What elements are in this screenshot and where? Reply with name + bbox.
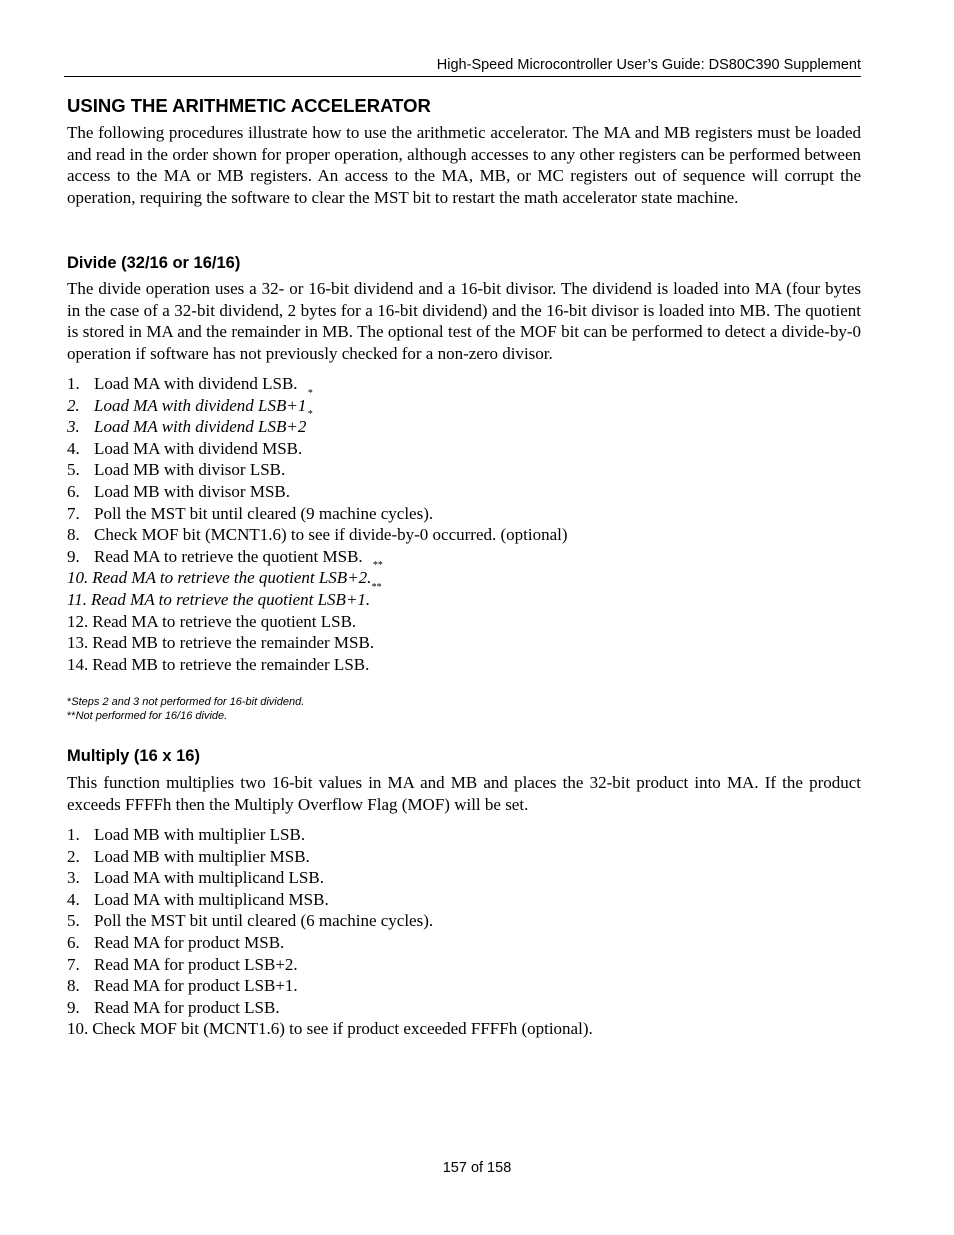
list-item xyxy=(67,889,861,911)
step-text: Load MA with dividend LSB+1 xyxy=(94,395,307,415)
step-number: 11. xyxy=(67,589,87,609)
list-item xyxy=(67,581,861,611)
list-item xyxy=(67,975,861,997)
step-number: 12. xyxy=(67,611,89,631)
step-text: Read MA for product MSB. xyxy=(94,932,285,952)
step-number: 3. xyxy=(67,417,80,437)
step-text: Load MB with divisor MSB. xyxy=(94,481,290,501)
step-text: Read MA to retrieve the quotient LSB. xyxy=(92,611,357,631)
list-item xyxy=(67,997,861,1019)
step-number: 13. xyxy=(67,633,89,653)
divide-heading: Divide (32/16 or 16/16) xyxy=(67,254,241,272)
list-item xyxy=(67,611,861,633)
step-number: 2. xyxy=(67,395,80,415)
footnote-text: Steps 2 and 3 not performed for 16-bit dividend. xyxy=(71,696,305,708)
step-text: Check MOF bit (MCNT1.6) to see if product exceeded FFFFh (optional). xyxy=(92,1019,593,1039)
multiply-steps xyxy=(67,824,861,1040)
step-number: 6. xyxy=(67,932,80,952)
list-item xyxy=(67,954,861,976)
step-number: 10. xyxy=(67,568,89,588)
step-text: Load MA with multiplicand MSB. xyxy=(94,889,329,909)
list-item xyxy=(67,546,861,568)
step-number: 8. xyxy=(67,976,80,996)
divide-paragraph: The divide operation uses a 32- or 16-bit dividend and a 16-bit divisor. The dividend is loaded into MA (four bytes in the case of a 32-bit dividend, 2 bytes for a 16-bit dividend) and the 16-bit divisor is loaded into MB. The quotient is stored in MA and the remainder in MB. The optional test of the MOF bit can be performed to detect a divide-by-0 operation if software has not previously checked for a non-zero divisor. xyxy=(67,279,861,363)
step-number: 7. xyxy=(67,503,80,523)
list-item xyxy=(67,459,861,481)
step-text: Poll the MST bit until cleared (6 machine cycles). xyxy=(94,911,434,931)
step-number: 5. xyxy=(67,460,80,480)
list-item xyxy=(67,560,861,589)
step-text: Load MB with multiplier LSB. xyxy=(94,825,306,844)
section-title: USING THE ARITHMETIC ACCELERATOR xyxy=(67,95,431,116)
step-number: 10. xyxy=(67,1019,89,1039)
footnote-text: Not performed for 16/16 divide. xyxy=(75,710,228,722)
intro-paragraph: The following procedures illustrate how to use the arithmetic accelerator. The MA and MB registers must be loaded and read in the order shown for proper operation, although accesses to any other registers can be performed between access to the MA or MB registers. An access to the MA, MB, or MC registers out of sequence will corrupt the operation, requiring the software to clear the MST bit to restart the math accelerator state machine. xyxy=(67,123,861,207)
footnotes xyxy=(67,695,304,723)
list-item xyxy=(67,409,861,438)
step-text: Read MB to retrieve the remainder MSB. xyxy=(92,633,375,653)
running-header: High-Speed Microcontroller User’s Guide: DS80C390 Supplement xyxy=(436,57,861,73)
list-item xyxy=(67,373,861,395)
multiply-heading: Multiply (16 x 16) xyxy=(67,747,200,765)
step-text: Load MB with multiplier MSB. xyxy=(94,846,310,866)
list-item xyxy=(67,932,861,954)
step-text: Poll the MST bit until cleared (9 machine cycles). xyxy=(94,503,434,523)
footnote-mark: ** xyxy=(371,581,382,593)
list-item xyxy=(67,1018,861,1040)
step-number: 3. xyxy=(67,868,80,888)
footnote-mark: * xyxy=(307,387,313,399)
step-text: Read MA to retrieve the quotient LSB+2. xyxy=(92,568,372,588)
step-number: 8. xyxy=(67,525,80,545)
list-item xyxy=(67,654,861,676)
step-text: Read MB to retrieve the remainder LSB. xyxy=(92,654,370,674)
header-rule xyxy=(64,76,861,77)
list-item xyxy=(67,632,861,654)
footnote-mark: ** xyxy=(67,710,76,722)
step-number: 2. xyxy=(67,846,80,866)
list-item xyxy=(67,387,861,417)
step-number: 6. xyxy=(67,481,80,501)
step-text: Read MA for product LSB+2. xyxy=(94,954,298,974)
list-item xyxy=(67,846,861,868)
step-number: 4. xyxy=(67,438,80,458)
step-number: 9. xyxy=(67,997,80,1017)
list-item xyxy=(67,481,861,503)
step-number: 5. xyxy=(67,911,80,931)
list-item xyxy=(67,524,861,546)
footnote xyxy=(67,695,304,709)
step-text: Read MA to retrieve the quotient MSB. xyxy=(94,546,363,566)
step-text: Load MA with multiplicand LSB. xyxy=(94,868,324,888)
footnote-mark: ** xyxy=(372,560,383,572)
step-text: Read MA to retrieve the quotient LSB+1. xyxy=(91,589,371,609)
list-item xyxy=(67,910,861,932)
step-text: Check MOF bit (MCNT1.6) to see if divide-by-0 occurred. (optional) xyxy=(94,525,568,545)
list-item xyxy=(67,438,861,460)
footnote-mark: * xyxy=(67,696,72,708)
step-text: Read MA for product LSB+1. xyxy=(94,976,298,996)
divide-steps xyxy=(67,373,861,675)
footnote-mark: * xyxy=(307,409,313,421)
footnote xyxy=(67,709,304,723)
multiply-paragraph: This function multiplies two 16-bit values in MA and MB and places the 32-bit product into MA. If the product exceeds FFFFh then the Multiply Overflow Flag (MOF) will be set. xyxy=(67,773,861,814)
step-number: 1. xyxy=(67,825,80,844)
step-number: 9. xyxy=(67,546,80,566)
step-text: Load MA with dividend MSB. xyxy=(94,438,303,458)
list-item xyxy=(67,824,861,846)
step-number: 4. xyxy=(67,889,80,909)
step-text: Load MB with divisor LSB. xyxy=(94,460,286,480)
step-text: Load MA with dividend LSB. xyxy=(94,374,298,393)
step-text: Read MA for product LSB. xyxy=(94,997,280,1017)
page-number: 157 of 158 xyxy=(442,1160,512,1176)
step-number: 14. xyxy=(67,654,89,674)
list-item xyxy=(67,867,861,889)
step-number: 7. xyxy=(67,954,80,974)
list-item xyxy=(67,503,861,525)
step-text: Load MA with dividend LSB+2 xyxy=(94,417,307,437)
step-number: 1. xyxy=(67,374,80,393)
